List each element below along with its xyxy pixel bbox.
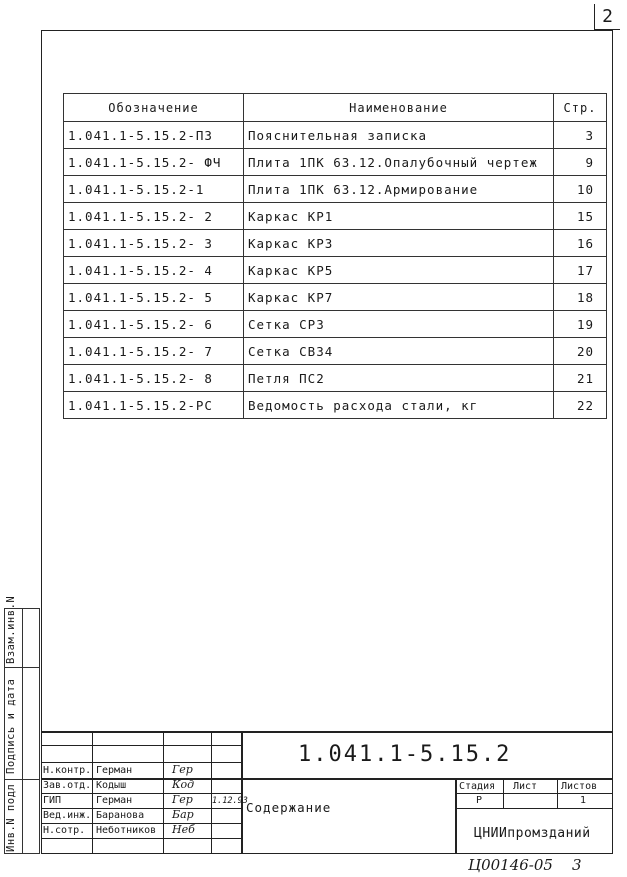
row-page: 16	[554, 230, 607, 257]
table-row	[64, 311, 607, 338]
row-page: 10	[554, 176, 607, 203]
row-name: Плита 1ПК 63.12.Армирование	[244, 176, 554, 203]
document-title: Содержание	[246, 800, 332, 815]
row-designation: 1.041.1-5.15.2- 6	[64, 311, 244, 338]
row-name: Сетка СВ34	[244, 338, 554, 365]
row-page: 21	[554, 365, 607, 392]
row-page: 15	[554, 203, 607, 230]
role-label: Вед.инж.	[43, 810, 92, 821]
role-label: Н.контр.	[43, 765, 92, 776]
row-name: Петля ПС2	[244, 365, 554, 392]
row-designation: 1.041.1-5.15.2- 8	[64, 365, 244, 392]
table-row	[64, 149, 607, 176]
table-row	[64, 122, 607, 149]
header-name: Наименование	[244, 94, 554, 122]
table-row	[64, 365, 607, 392]
signature: Код	[172, 778, 195, 791]
table-row	[64, 203, 607, 230]
document-code: 1.041.1-5.15.2	[298, 742, 512, 767]
signing-date: 1.12.93	[212, 796, 248, 806]
table-row	[64, 176, 607, 203]
role-label: Зав.отд.	[43, 780, 92, 791]
archive-page: 3	[572, 856, 582, 874]
row-page: 22	[554, 392, 607, 419]
row-designation: 1.041.1-5.15.2-1	[64, 176, 244, 203]
signature: Неб	[172, 823, 195, 836]
row-name: Сетка СР3	[244, 311, 554, 338]
row-name: Ведомость расхода стали, кг	[244, 392, 554, 419]
row-name: Каркас КР1	[244, 203, 554, 230]
row-name: Пояснительная записка	[244, 122, 554, 149]
signature: Гер	[172, 763, 193, 776]
row-designation: 1.041.1-5.15.2- 3	[64, 230, 244, 257]
stage-value: Р	[476, 795, 483, 806]
archive-number: Ц00146-05	[468, 856, 553, 874]
side-signature-date: Подпись и дата	[5, 678, 17, 774]
side-inv-replace: Взам.инв.N	[5, 595, 17, 664]
table-row	[64, 230, 607, 257]
row-page: 9	[554, 149, 607, 176]
row-designation: 1.041.1-5.15.2- 5	[64, 284, 244, 311]
row-name: Плита 1ПК 63.12.Опалубочный чертеж	[244, 149, 554, 176]
signature: Бар	[172, 808, 194, 821]
row-name: Каркас КР5	[244, 257, 554, 284]
role-name: Неботников	[96, 825, 157, 836]
header-page: Стр.	[554, 94, 607, 122]
header-designation: Обозначение	[64, 94, 244, 122]
row-designation: 1.041.1-5.15.2- 4	[64, 257, 244, 284]
table-header-row	[64, 94, 607, 122]
contents-table	[63, 93, 607, 419]
row-name: Каркас КР7	[244, 284, 554, 311]
row-page: 3	[554, 122, 607, 149]
sheets-value: 1	[580, 795, 587, 806]
sheet-number: 2	[594, 4, 620, 30]
table-row	[64, 257, 607, 284]
role-name: Кодыш	[96, 780, 127, 791]
stage-label: Стадия	[459, 781, 496, 792]
table-row	[64, 392, 607, 419]
organization: ЦНИИпромзданий	[474, 826, 591, 841]
sheets-label: Листов	[561, 781, 598, 792]
row-designation: 1.041.1-5.15.2-РС	[64, 392, 244, 419]
row-page: 19	[554, 311, 607, 338]
role-label: ГИП	[43, 795, 62, 806]
row-designation: 1.041.1-5.15.2- 2	[64, 203, 244, 230]
row-page: 20	[554, 338, 607, 365]
row-page: 18	[554, 284, 607, 311]
role-name: Герман	[96, 795, 133, 806]
row-designation: 1.041.1-5.15.2- 7	[64, 338, 244, 365]
role-label: Н.сотр.	[43, 825, 86, 836]
role-name: Герман	[96, 765, 133, 776]
row-page: 17	[554, 257, 607, 284]
signature: Гер	[172, 793, 193, 806]
sheet-label: Лист	[513, 781, 538, 792]
side-inv-original: Инв.N подл	[5, 783, 17, 852]
table-row	[64, 284, 607, 311]
row-name: Каркас КР3	[244, 230, 554, 257]
row-designation: 1.041.1-5.15.2-ПЗ	[64, 122, 244, 149]
role-name: Баранова	[96, 810, 145, 821]
table-row	[64, 338, 607, 365]
row-designation: 1.041.1-5.15.2- ФЧ	[64, 149, 244, 176]
